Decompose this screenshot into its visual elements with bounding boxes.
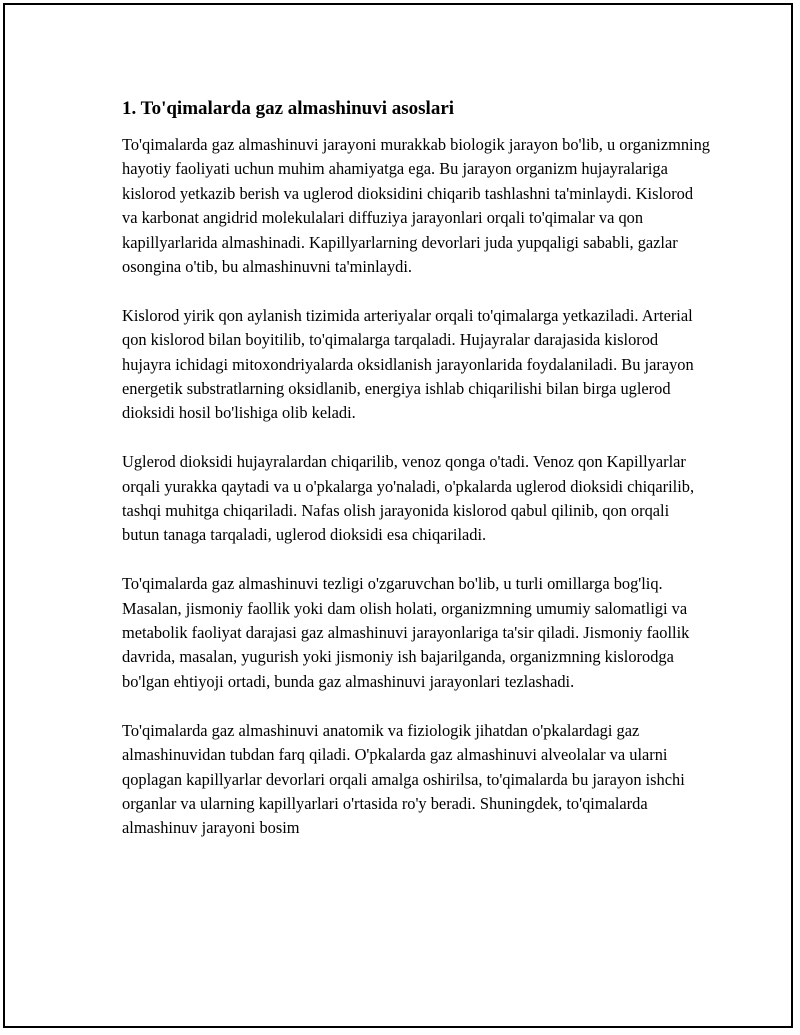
paragraph-4: To'qimalarda gaz almashinuvi tezligi o'zgaruvchan bo'lib, u turli omillarga bog'liq. Masalan, jismoniy faollik yoki dam olish holati, organizmning umumiy salomatligi va metabolik faoliyat darajasi gaz almashinuvi jarayonlariga ta'sir qiladi. Jismoniy faollik davrida, masalan, yugurish yoki jismoniy ish bajarilganda, organizmning kislorodga bo'lgan ehtiyoji ortadi, bunda gaz almashinuvi jarayonlari tezlashadi. [122, 574, 690, 691]
page-frame [3, 3, 793, 1028]
section-heading: 1. To'qimalarda gaz almashinuvi asoslari [122, 98, 455, 119]
paragraph-3: Uglerod dioksidi hujayralardan chiqarilib, venoz qonga o'tadi. Venoz qon Kapillyarlar orqali yurakka qaytadi va u o'pkalarga yo'naladi, o'pkalarda uglerod dioksidi chiqarilib, tashqi muhitga chiqariladi. Nafas olish jarayonida kislorod qabul qilinib, qon orqali butun tanaga tarqaladi, uglerod dioksidi esa chiqariladi. [122, 452, 695, 545]
document-body [120, 97, 710, 865]
paragraph-1: To'qimalarda gaz almashinuvi jarayoni murakkab biologik jarayon bo'lib, u organizmning hayotiy faoliyati uchun muhim ahamiyatga ega. Bu jarayon organizm hujayralariga kislorod yetkazib berish va uglerod dioksidini chiqarib tashlashni ta'minlaydi. Kislorod va karbonat angidrid molekulalari diffuziya jarayonlari orqali to'qimalar va qon kapillyarlarida almashinadi. Kapillyarlarning devorlari juda yupqaligi sababli, gazlar osongina o'tib, bu almashinuvni ta'minlaydi. [122, 135, 710, 277]
paragraph-5: To'qimalarda gaz almashinuvi anatomik va fiziologik jihatdan o'pkalardagi gaz almashinuvidan tubdan farq qiladi. O'pkalarda gaz almashinuvi alveolalar va ularni qoplagan kapillyarlar devorlari orqali amalga oshirilsa, to'qimalarda bu jarayon ishchi organlar va ularning kapillyarlari o'rtasida ro'y beradi. Shuningdek, to'qimalarda almashinuv jarayoni bosim [122, 720, 685, 838]
paragraph-2: Kislorod yirik qon aylanish tizimida arteriyalar orqali to'qimalarga yetkaziladi. Arterial qon kislorod bilan boyitilib, to'qimalarga tarqaladi. Hujayralar darajasida kislorod hujayra ichidagi mitoxondriyalarda oksidlanish jarayonlarida foydalaniladi. Bu jarayon energetik substratlarning oksidlanib, energiya ishlab chiqarilishi bilan birga uglerod dioksidi hosil bo'lishiga olib keladi. [122, 305, 694, 423]
